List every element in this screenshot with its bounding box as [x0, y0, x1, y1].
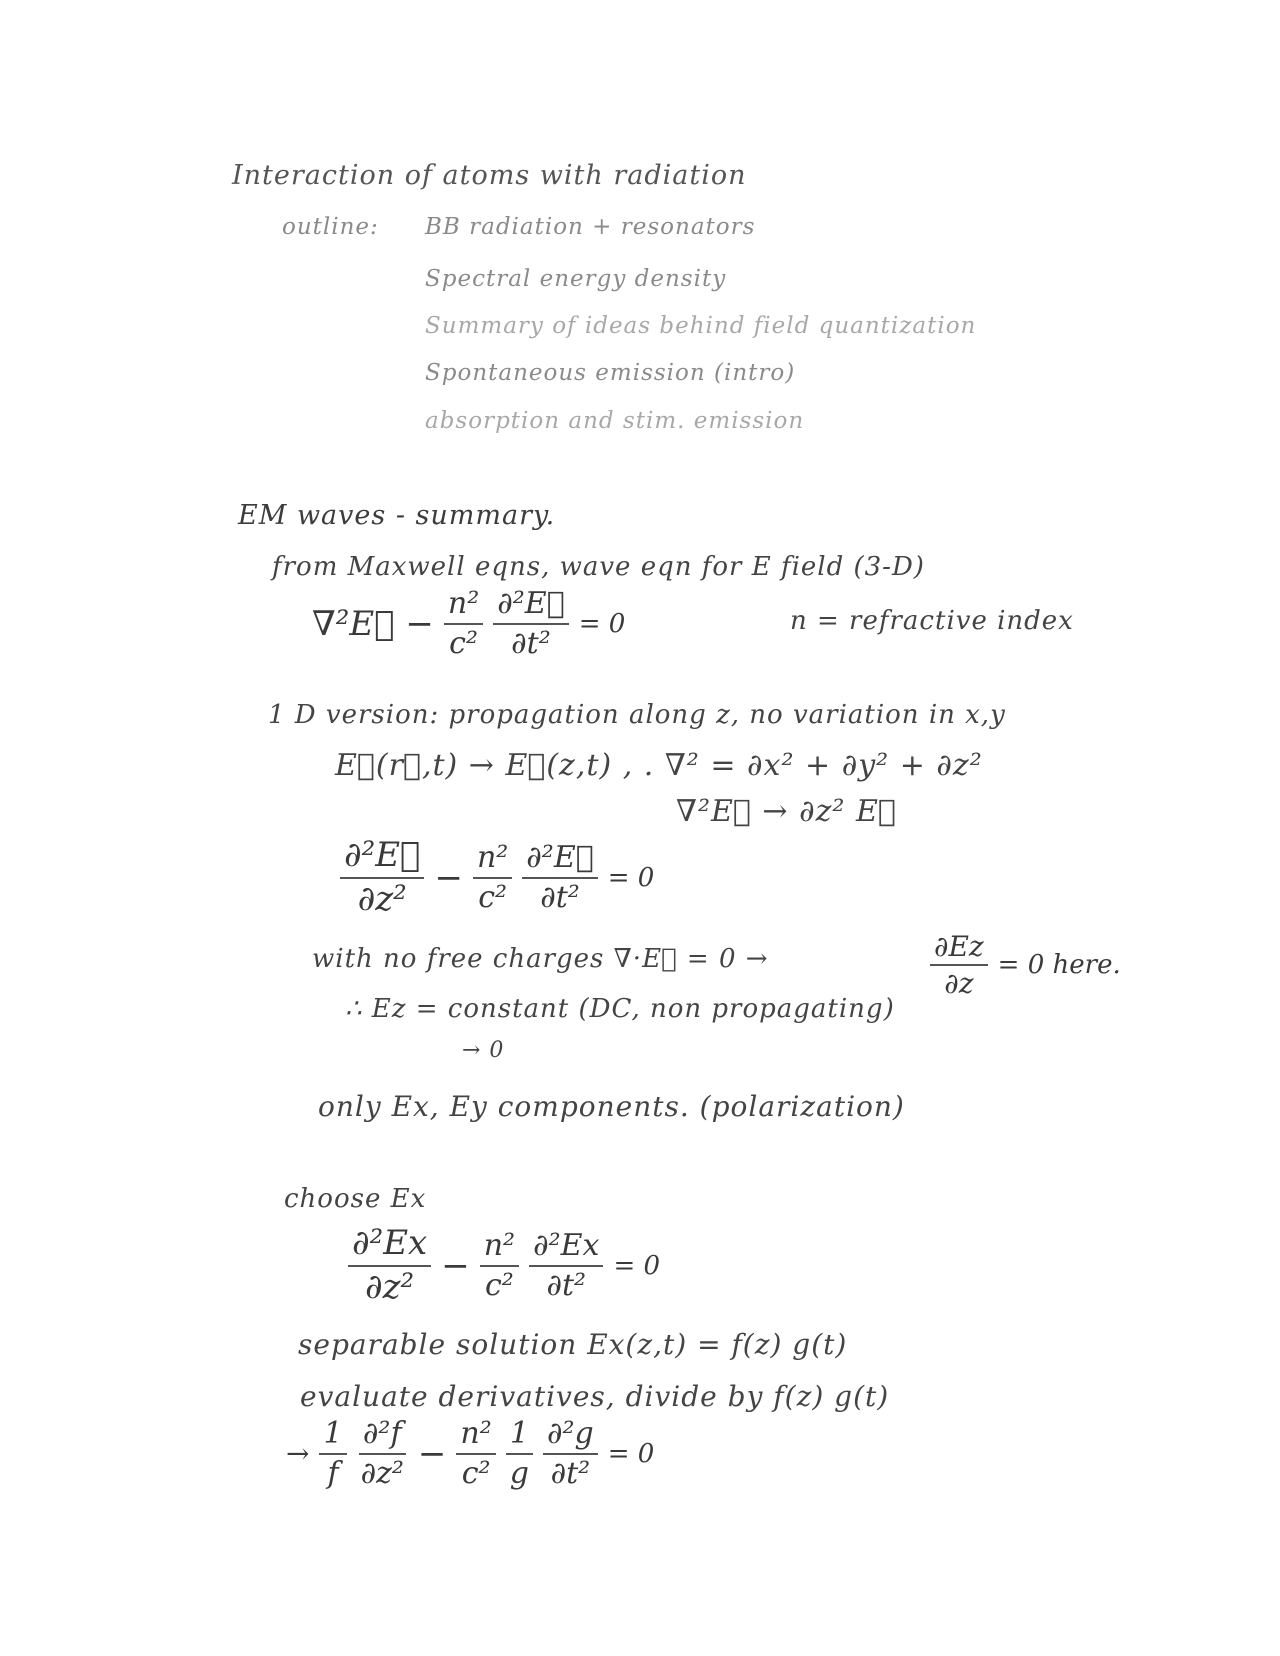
dEz-dz-fraction: [930, 932, 1121, 999]
fraction: $\frac{\text{∂²Ex}}{\text{∂z²}}$: [348, 1226, 431, 1305]
outline-item: BB radiation + resonators: [425, 214, 756, 240]
minus-sign: −: [417, 1433, 447, 1474]
fraction: $\frac{\partial Ez}{\partial z}$: [930, 932, 988, 999]
laplacian-reduction: ∇²E⃗ → ∂z² E⃗: [676, 794, 897, 829]
fraction: $\frac{\text{∂²E⃗}}{\text{∂t²}}$: [493, 588, 568, 659]
one-d-line: 1 D version: propagation along z, no variation in x,y: [268, 700, 1006, 730]
separated-equation: [286, 1418, 654, 1489]
arrow-zero: → 0: [462, 1038, 505, 1063]
wave-3d-lhs: ∇²E⃗ −: [312, 603, 434, 644]
wave-equation-1d: [340, 835, 655, 919]
fraction: $\frac{1}{g}$: [506, 1418, 533, 1489]
fraction: $\frac{\text{∂²g}}{\text{∂t²}}$: [543, 1418, 598, 1489]
fraction: $\frac{\text{n²}}{\text{c²}}$: [456, 1418, 495, 1489]
fraction: $\frac{\text{∂²f}}{\text{∂z²}}$: [360, 1416, 404, 1491]
minus-sign: −: [434, 857, 463, 898]
outline-label: outline:: [282, 214, 379, 240]
outline-item: absorption and stim. emission: [425, 408, 805, 434]
equation-rhs: = 0: [613, 1250, 661, 1281]
separable-solution-line: separable solution Ex(z,t) = f(z) g(t): [298, 1328, 848, 1361]
equation-rhs: = 0: [607, 1438, 655, 1469]
page-title: Interaction of atoms with radiation: [232, 160, 747, 191]
outline-item: Spectral energy density: [425, 266, 727, 292]
reduction-line: E⃗(r⃗,t) → E⃗(z,t) , . ∇² = ∂x² + ∂y² + ∂z²: [335, 748, 983, 783]
maxwell-line: from Maxwell eqns, wave eqn for E field (3-D): [272, 552, 925, 582]
fraction: $\frac{\text{∂²Ex}}{\text{∂t²}}$: [529, 1230, 603, 1301]
fraction: $\frac{\text{∂²E⃗}}{\text{∂z²}}$: [340, 838, 424, 917]
fraction: $\frac{\text{n²}}{\text{c²}}$: [473, 842, 512, 913]
arrow: →: [286, 1437, 310, 1470]
refractive-index-note: n = refractive index: [790, 606, 1074, 636]
polarization-line: only Ex, Ey components. (polarization): [318, 1090, 905, 1123]
outline-item: Spontaneous emission (intro): [425, 360, 796, 386]
choose-ex-line: choose Ex: [284, 1184, 427, 1214]
fraction: $\frac{\text{n²}}{\text{c²}}$: [444, 588, 483, 659]
no-free-charges-line: with no free charges ∇·E⃗ = 0 →: [312, 944, 769, 974]
fraction: $\frac{1}{f}$: [319, 1418, 346, 1489]
fraction: $\frac{\text{n²}}{\text{c²}}$: [480, 1230, 519, 1301]
evaluate-derivatives-line: evaluate derivatives, divide by f(z) g(t): [300, 1380, 890, 1413]
equation-rhs: = 0 here.: [997, 950, 1121, 981]
minus-sign: −: [441, 1245, 470, 1286]
ex-wave-equation: [348, 1223, 661, 1307]
wave-equation-3d: [312, 588, 625, 659]
equation-rhs: = 0: [607, 862, 655, 893]
fraction: $\frac{\text{∂²E⃗}}{\text{∂t²}}$: [522, 842, 597, 913]
equation-rhs: = 0: [578, 608, 626, 639]
section-heading: EM waves - summary.: [238, 500, 556, 531]
ez-constant-line: ∴ Ez = constant (DC, non propagating): [345, 994, 895, 1024]
outline-item: Summary of ideas behind field quantization: [425, 313, 977, 339]
